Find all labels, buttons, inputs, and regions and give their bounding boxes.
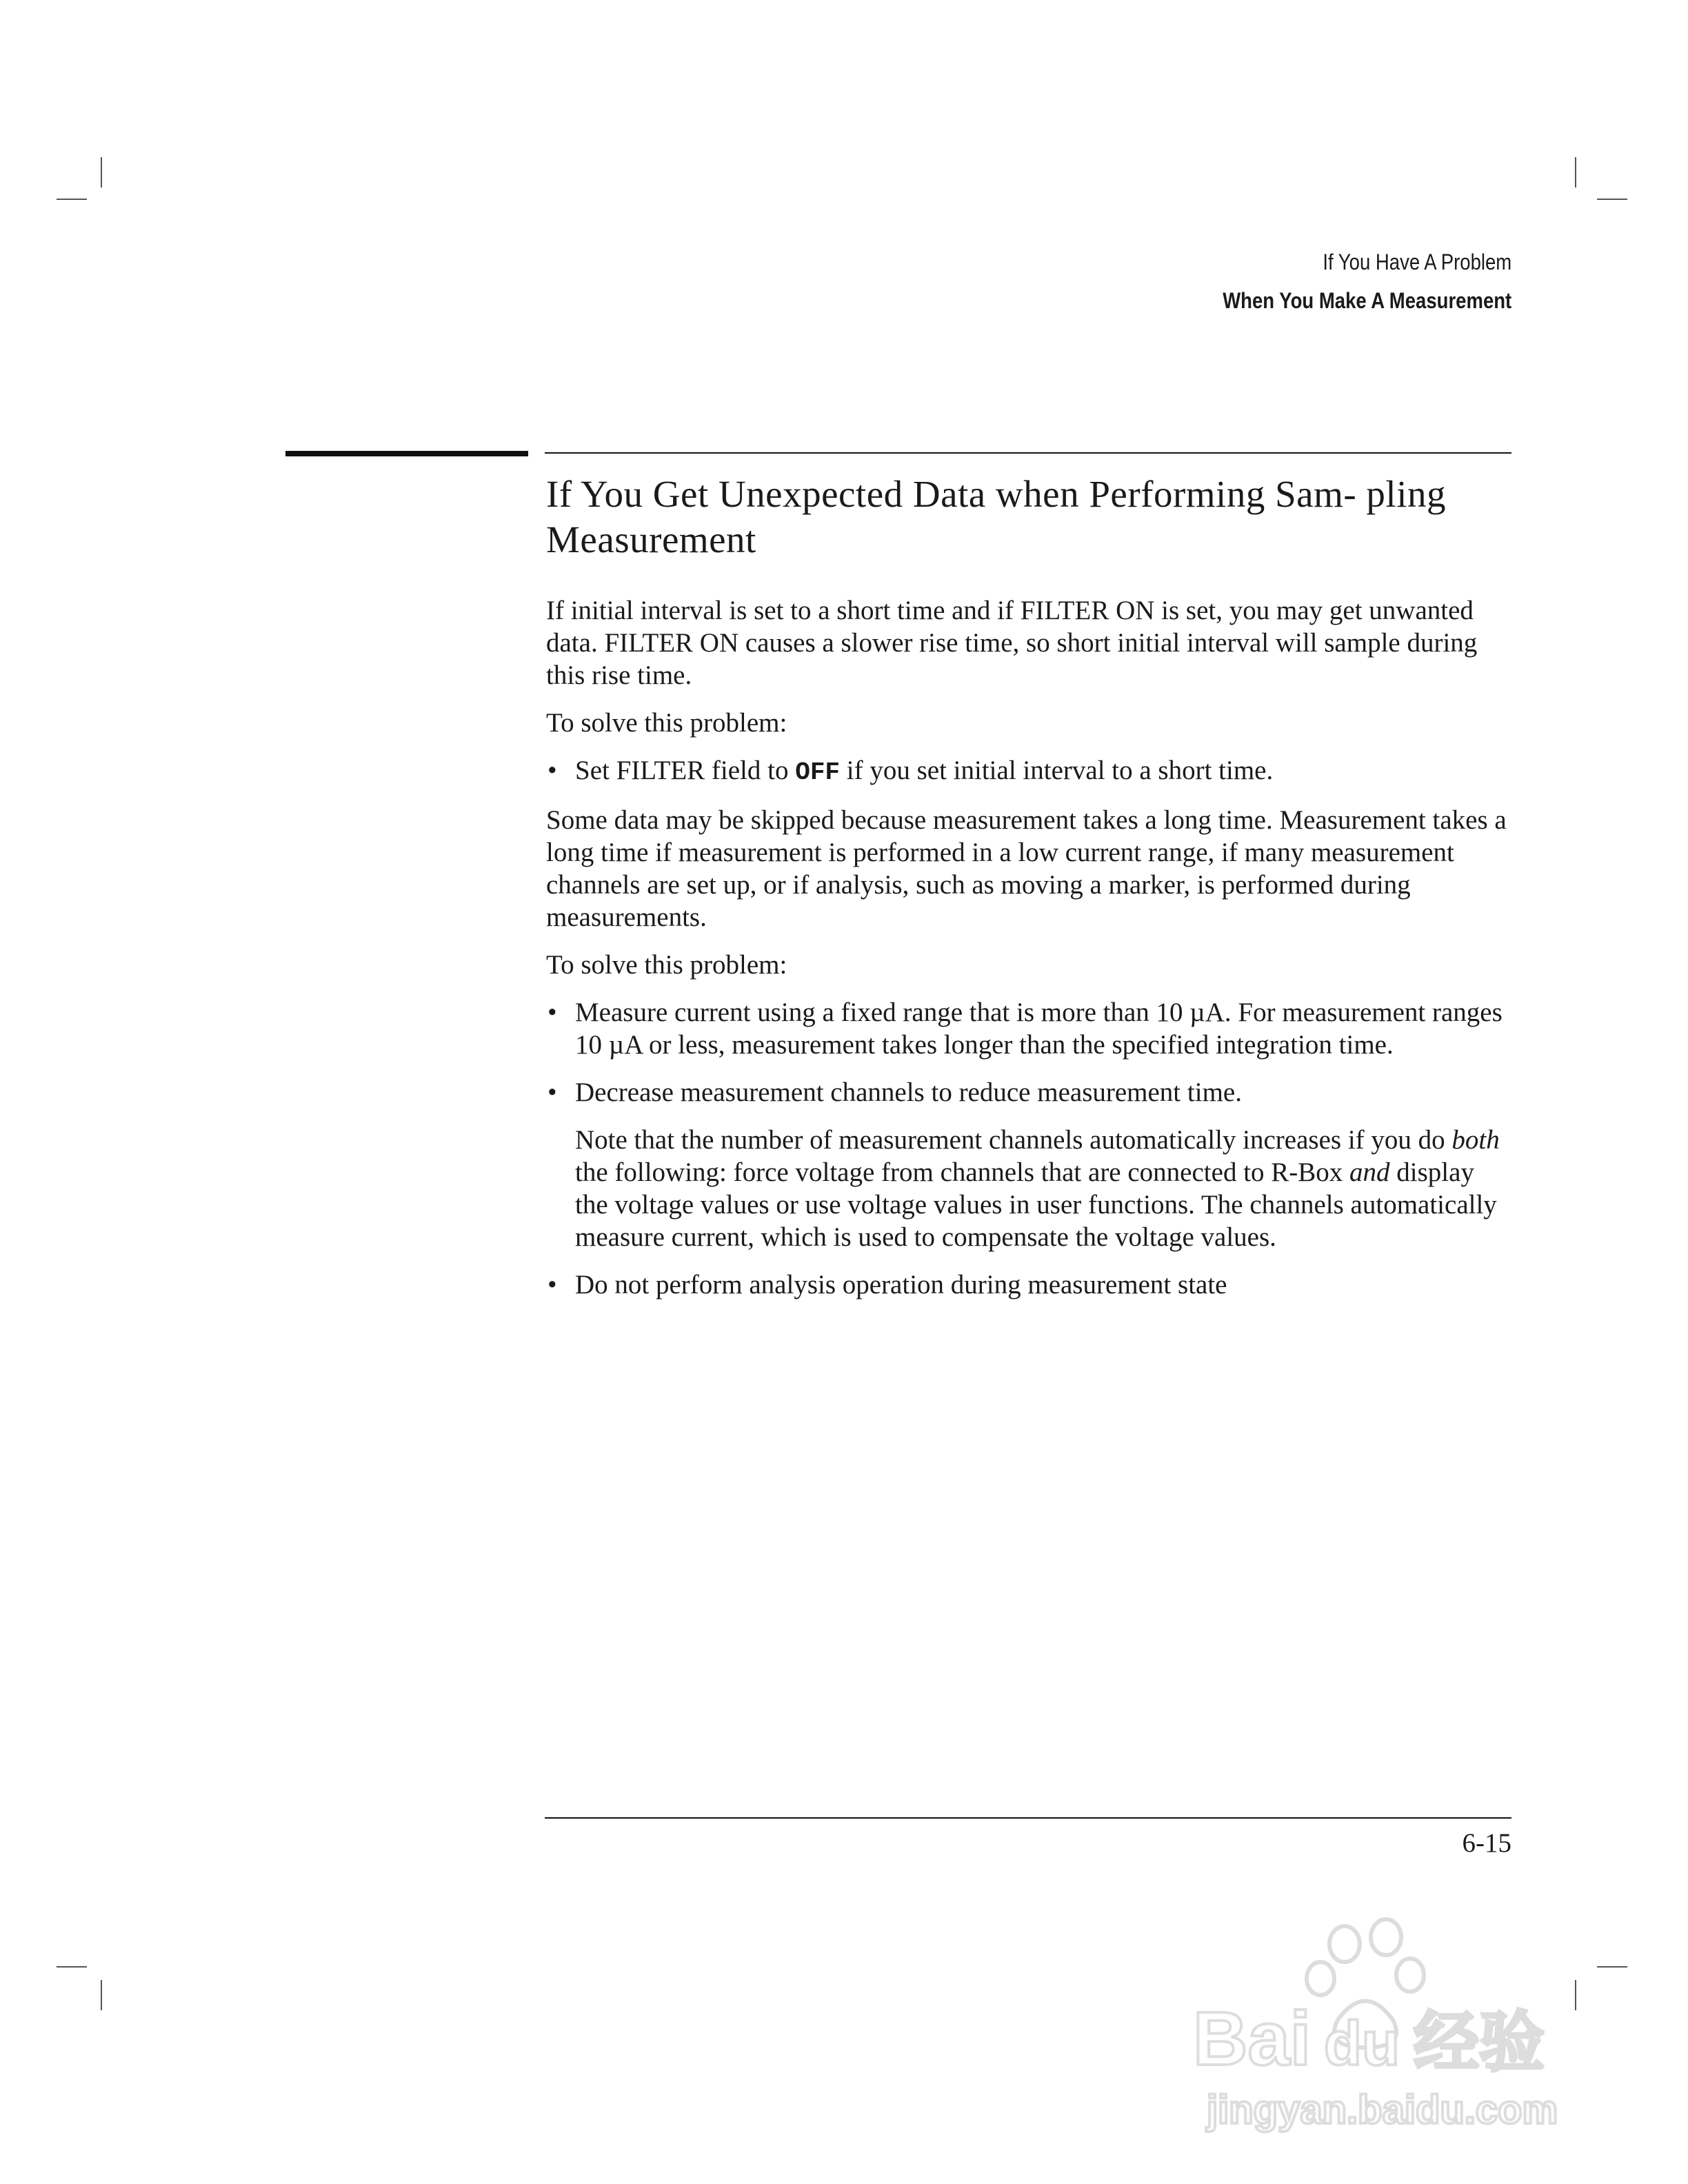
- page-content: [546, 472, 1511, 1316]
- baidu-watermark-logo: [1186, 1917, 1572, 2137]
- bullet-icon: •: [547, 998, 557, 1027]
- bullet-text: Decrease measurement channels to reduce measurement time.: [575, 1078, 1242, 1107]
- heading-rule-thin: [545, 452, 1511, 454]
- crop-mark: [57, 199, 87, 200]
- code-off: OFF: [795, 758, 841, 787]
- list-item: [546, 754, 1511, 789]
- paragraph-filter: If initial interval is set to a short time and if FILTER ON is set, you may get unwanted data. FILTER ON causes a slower rise time, so short initial interval will sample during this rise time.: [546, 596, 1478, 690]
- paragraph-skipped-data: Some data may be skipped because measurement takes a long time. Measurement takes a long time if measurement is performed in a low current range, if many measurement channels are set up, or if analysis, such as moving a marker, is performed during measurements.: [546, 805, 1507, 932]
- bullet-text: Measure current using a fixed range that is more than 10 µA. For measurement ranges 10 µA or less, measurement takes longer than the specified integration time.: [575, 998, 1503, 1060]
- crop-mark: [57, 1966, 87, 1968]
- bullet-text-before: Set FILTER field to: [575, 756, 789, 785]
- bullet-text: Do not perform analysis operation during measurement state: [575, 1270, 1227, 1300]
- note-part-2: the following: force voltage from channels that are connected to R-Box: [575, 1157, 1343, 1187]
- solve-lead-2: To solve this problem:: [546, 950, 787, 980]
- list-item: [546, 996, 1511, 1061]
- bullet-text-after: if you set initial interval to a short time.: [846, 756, 1274, 785]
- solve-lead-1: To solve this problem:: [546, 708, 787, 738]
- page-heading: [546, 472, 1511, 563]
- crop-mark: [1597, 199, 1627, 200]
- heading-rule-thick: [285, 451, 528, 456]
- watermark-word-1: Bai: [1193, 1996, 1312, 2081]
- note-emphasis-and: and: [1349, 1157, 1390, 1187]
- section-title: When You Make A Measurement: [1222, 288, 1511, 313]
- running-head: [1223, 243, 1511, 320]
- bullet-icon: •: [547, 1270, 557, 1300]
- crop-mark: [1575, 1980, 1576, 2010]
- footer-rule: [545, 1817, 1511, 1819]
- list-item: [546, 1268, 1511, 1301]
- bullet-note: [575, 1124, 1511, 1253]
- crop-mark: [101, 1980, 102, 2010]
- solution-list-1: [546, 754, 1511, 789]
- paw-icon: [1186, 1917, 1572, 2137]
- list-item: [546, 1076, 1511, 1253]
- note-emphasis-both: both: [1451, 1125, 1500, 1155]
- watermark-url: jingyan.baidu.com: [1207, 2087, 1558, 2132]
- note-part-3: display the voltage values or use voltage values in user functions. The channels automatically measure current, which is used to compensate the voltage values.: [575, 1157, 1497, 1252]
- chapter-title: If You Have A Problem: [1323, 250, 1511, 274]
- watermark-word-3: 经验: [1414, 2006, 1545, 2079]
- heading-text: If You Get Unexpected Data when Performing Sam- pling Measurement: [546, 473, 1446, 560]
- crop-mark: [1597, 1966, 1627, 1968]
- page-number: 6-15: [1462, 1828, 1511, 1858]
- solution-list-2: [546, 996, 1511, 1301]
- crop-mark: [101, 157, 102, 188]
- note-part-1: Note that the number of measurement channels automatically increases if you do: [575, 1125, 1445, 1155]
- bullet-icon: •: [547, 1078, 557, 1107]
- watermark-word-2: du: [1324, 2010, 1400, 2079]
- bullet-icon: •: [547, 756, 557, 785]
- crop-mark: [1575, 157, 1576, 188]
